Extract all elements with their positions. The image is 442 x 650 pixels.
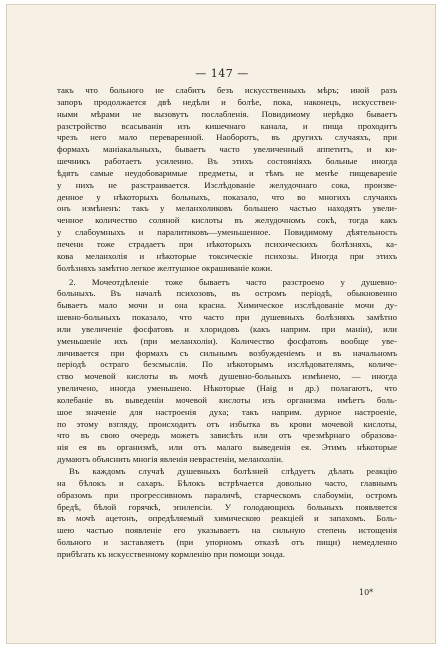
text-line: бываетъ мало мочи и она красна. Химическое изслѣдованіе мочи ду- xyxy=(57,300,397,311)
text-line: болѣзняхъ замѣтно легкое желтушное окрашиваніе кожи. xyxy=(57,262,273,273)
text-line: шею частью появленіе его указываетъ на сильную степень истощенія xyxy=(57,525,397,536)
text-line: печени тоже страдаетъ при нѣкоторыхъ психическихъ болѣзняхъ, ка- xyxy=(57,238,397,249)
text-line: уменьшеніе ихъ (при меланхоліи). Количество фосфатовъ вообще уве- xyxy=(57,335,397,346)
text-line: ѣдятъ самые неудобоваримые предметы, и тѣмъ не менѣе пищевареніе xyxy=(57,167,397,178)
text-line: запоръ продолжается двѣ недѣли и болѣе, пока, наконецъ, искусствен- xyxy=(57,96,397,107)
body-text xyxy=(57,85,397,561)
text-line: образомъ при прогрессивномъ параличѣ, старческомъ слабоуміи, остромъ xyxy=(57,489,397,500)
text-line: у нихъ не разстраивается. Изслѣдованіе желудочнаго сока, произве- xyxy=(57,179,397,190)
text-line: 2. Мочеотдѣленіе тоже бываетъ часто разстроено у душевно- xyxy=(69,276,397,287)
text-line: кова меланхолія и нѣкоторые токсическіе психозы. Иногда при этихъ xyxy=(57,250,397,261)
text-line: такъ что больного не слабитъ безъ искусственныхъ мѣръ; иной разъ xyxy=(57,85,397,95)
text-line: ченное количество соляной кислоты въ желудочномъ сокѣ, тогда какъ xyxy=(57,215,397,226)
printer-signature-mark: 10* xyxy=(359,588,374,597)
text-line: бредѣ, бѣлой горячкѣ, эпилепсіи. У голодающихъ больныхъ появляется xyxy=(57,501,397,512)
text-line: шевно-больныхъ показало, что часто при душевныхъ болѣзняхъ замѣтно xyxy=(57,312,397,323)
text-line: шечникъ работаетъ усиленно. Въ этихъ состояніяхъ больные иногда xyxy=(57,156,397,167)
paragraph-protein xyxy=(57,466,397,561)
text-line: личивается при формахъ съ сильнымъ возбужденіемъ и въ начальномъ xyxy=(57,347,397,358)
text-line: Въ каждомъ случаѣ душевныхъ болѣзней слѣдуетъ дѣлать реакцію xyxy=(69,466,397,476)
text-line: нія ея въ организмѣ, или отъ малаго выведенія ея. Этимъ нѣкоторые xyxy=(57,442,397,453)
book-page xyxy=(6,4,436,644)
text-line: ство мочевой кислоты въ мочѣ душевно-больныхъ измѣнено, — иногда xyxy=(57,371,397,382)
text-line: больного и заставляетъ (при упорномъ отказѣ отъ пищи) немедленно xyxy=(57,537,397,548)
text-line: у слабоумныхъ и паралитиковъ—уменьшенное. Повидимому дѣятельность xyxy=(57,227,397,238)
text-line: по этому взгляду, происходитъ отъ избытка въ крови мочевой кислоты, xyxy=(57,418,397,429)
paragraph-urination xyxy=(57,277,397,467)
text-line: на бѣлокъ и сахаръ. Бѣлокъ встрѣчается довольно часто, главнымъ xyxy=(57,477,397,488)
text-line: формахъ маніакальныхъ, бываетъ часто увеличенный аппетитъ, и ки- xyxy=(57,144,397,155)
text-line: разстройство всасыванія изъ кишечнаго канала, и пища проходитъ xyxy=(57,120,397,131)
text-line: или увеличеніе фосфатовъ и хлоридовъ (какъ наприм. при маніи), или xyxy=(57,323,397,334)
text-line: ными мѣрами не вызовутъ послабленія. Повидимому нерѣдко бываетъ xyxy=(57,108,397,119)
text-line: думаютъ объяснить многія явленія неврастеніи, меланхоліи. xyxy=(57,454,284,465)
text-line: больныхъ. Въ началѣ психозовъ, въ остромъ періодѣ, обыкновенно xyxy=(57,288,397,299)
text-line: шое значеніе для настроенія духа; такъ наприм. дурное настроеніе, xyxy=(57,406,397,417)
text-line: онъ измѣненъ: такъ у меланхоликовъ большею частью находятъ увели- xyxy=(57,203,397,214)
text-line: что въ свою очередь можетъ зависѣть или отъ чрезмѣрнаго образова- xyxy=(57,430,397,441)
text-line: въ мочѣ ацетонъ, опредѣляемый химическою реакціей и запахомъ. Боль- xyxy=(57,513,397,524)
paragraph-digestion xyxy=(57,85,397,275)
text-line: періодѣ остраго безсмыслія. По нѣкоторымъ изслѣдователямъ, количе- xyxy=(57,359,397,370)
text-line: колебаніе въ выведеніи мочевой кислоты изъ организма имѣетъ боль- xyxy=(57,394,397,405)
text-line: увеличено, иногда уменьшено. Нѣкоторые (Haig и др.) полагаютъ, что xyxy=(57,383,397,394)
text-line: денное у нѣкоторыхъ больныхъ, показало, что во многихъ случаяхъ xyxy=(57,191,397,202)
text-line: чрезъ него мало переваренной. Наоборотъ, въ другихъ случаяхъ, при xyxy=(57,132,397,143)
text-line: прибѣгать къ искусственному кормленію при помощи зонда. xyxy=(57,548,286,559)
page-number: — 147 — xyxy=(195,67,249,80)
